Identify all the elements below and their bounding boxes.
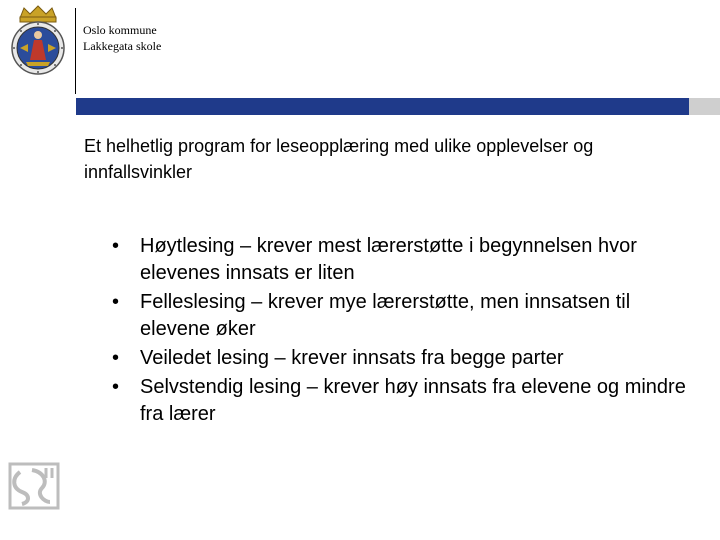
org-block [83, 22, 161, 54]
gray-bar [689, 98, 720, 115]
school-name: Lakkegata skole [83, 39, 162, 53]
bullet-text: Selvstendig lesing – krever høy innsats fra elevene og mindre fra lærer [140, 376, 686, 425]
bullet-list [112, 233, 702, 430]
bullet-glyph: • [112, 376, 120, 398]
list-item [112, 345, 702, 372]
header-divider [75, 8, 76, 94]
bullet-glyph: • [112, 235, 120, 257]
bullet-text: Felleslesing – krever mye lærerstøtte, men innsatsen til elevene øker [140, 291, 631, 340]
bullet-glyph: • [112, 291, 120, 313]
list-item [112, 233, 702, 287]
list-item [112, 374, 702, 428]
list-item [112, 289, 702, 343]
bullet-text: Veiledet lesing – krever innsats fra begge parter [140, 347, 564, 369]
bullet-glyph: • [112, 347, 120, 369]
accent-bar [76, 98, 689, 115]
oslo-crest-icon [8, 4, 68, 80]
oslo-kommune-logo-icon [8, 462, 60, 510]
slide-title: Et helhetlig program for leseopplæring med ulike opplevelser og innfallsvinkler [84, 136, 594, 182]
bullet-text: Høytlesing – krever mest lærerstøtte i begynnelsen hvor elevenes innsats er liten [140, 235, 637, 284]
org-name: Oslo kommune [83, 23, 157, 37]
